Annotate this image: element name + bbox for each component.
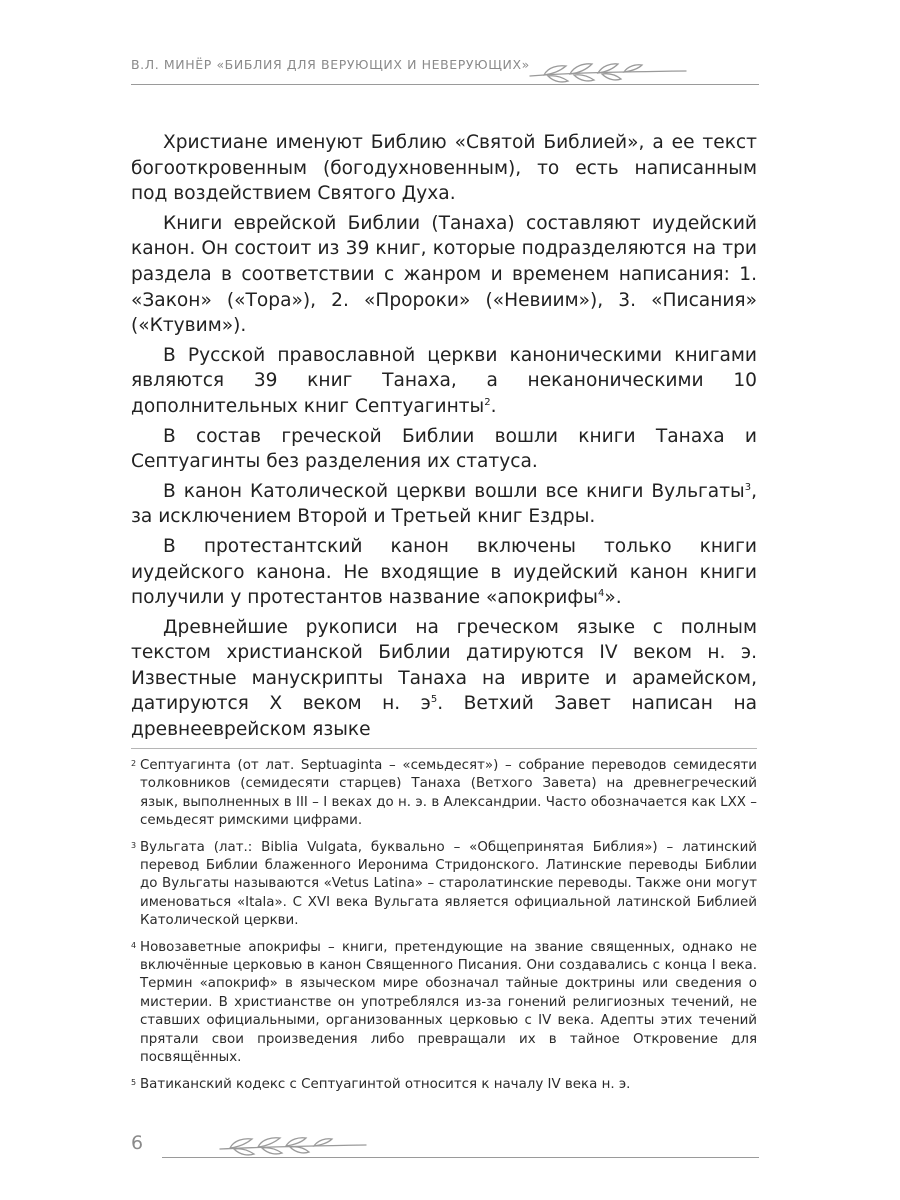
paragraph-text: ». (604, 587, 622, 609)
olive-branch-icon (218, 1133, 368, 1163)
footnote-number: 3 (131, 840, 137, 850)
page-number: 6 (131, 1132, 144, 1154)
page-header (0, 0, 900, 100)
footnote-ref[interactable]: 2 (484, 396, 491, 408)
paragraph-text: В протестантский канон включены только книги иудейского канона. Не входящие в иудейский канон книги получили у протестантов название «апокрифы (131, 535, 757, 609)
footnotes (131, 757, 757, 1102)
footnote (131, 939, 757, 1068)
paragraph (131, 211, 757, 339)
paragraph-text: Древнейшие рукописи на греческом языке с полным текстом христианской Библии датируются IV веком н. э. Известные манускрипты Танаха на иврите и арамейском, датируются X веком н. э (131, 616, 757, 715)
footnote-number: 4 (131, 940, 137, 950)
paragraph (131, 343, 757, 420)
paragraph-text: В канон Католической церкви вошли все книги Вульгаты (163, 480, 745, 502)
paragraph-text: . (490, 395, 497, 417)
footnote-separator (131, 748, 757, 749)
footnote-text: Септуагинта (от лат. Septuaginta – «семьдесят») – собрание переводов семидесяти толковников (семидесяти старцев) Танаха (Ветхого Завета) на древнегреческий язык, выполненных в III – I веках до н. э. в Александрии. Часто обозначается как LXX – семьдесят римскими цифрами. (140, 758, 757, 829)
footnote-number: 5 (131, 1077, 137, 1087)
footer-rule (162, 1157, 759, 1158)
footnote (131, 757, 757, 831)
header-rule (131, 84, 759, 85)
paragraph-text: Христиане именуют Библию «Святой Библией», а ее текст богооткровенным (богодухновенным), то есть написанным под воздействием Святого Духа. (131, 132, 757, 205)
paragraph-text: . Ветхий Завет написан на древнееврейском языке (131, 693, 757, 741)
footnote-ref[interactable]: 4 (597, 588, 605, 600)
paragraph-text: Книги еврейской Библии (Танаха) составляют иудейский канон. Он состоит из 39 книг, которые подразделяются на три раздела в соответствии с жанром и временем написания: 1. «Закон» («Тора»), 2. «Пророки» («Невиим»), 3. «Писания» («Ктувим»). (131, 212, 757, 337)
footnote-text: Вульгата (лат.: Biblia Vulgata, буквально – «Общепринятая Библия») – латинский перевод Библии блаженного Иеронима Стридонского. Латинские переводы Библии до Вульгаты называются «Vetus Latina» – старолатинские переводы. Также они могут именоваться «Itala». С XVI века Вульгата является официальной латинской Библией Католической церкви. (140, 839, 757, 929)
paragraph (131, 615, 757, 743)
paragraph (131, 424, 757, 475)
footnote-number: 2 (131, 759, 137, 768)
running-title: В.Л. МИНЁР «БИБЛИЯ ДЛЯ ВЕРУЮЩИХ И НЕВЕРУЮЩИХ» (131, 57, 530, 72)
footnote-ref[interactable]: 5 (430, 694, 438, 706)
paragraph (131, 534, 757, 611)
footnote-ref[interactable]: 3 (744, 481, 752, 493)
main-text (131, 130, 757, 747)
footnote-text: Новозаветные апокрифы – книги, претендующие на звание священных, однако не включённые церковью в канон Священного Писания. Они создавались с конца I века. Термин «апокриф» в языческом мире обозначал тайные доктрины или сведения о мистерии. В христианстве он употреблялся из-за гонений религиозных течений, не ставших официальными, организованных церковью с IV века. Адепты этих течений прятали свои произведения либо превращали их в тайное Откровение для посвящённых. (140, 939, 757, 1066)
paragraph (131, 479, 757, 530)
paragraph-text: , за исключением Второй и Третьей книг Ездры. (131, 480, 757, 528)
paragraph (131, 130, 757, 207)
paragraph-text: В Русской православной церкви каноническими книгами являются 39 книг Танаха, а неканоническими 10 дополнительных книг Септуагинты (131, 344, 757, 417)
footnote (131, 1076, 757, 1094)
footnote-text: Ватиканский кодекс с Септуагинтой относится к началу IV века н. э. (140, 1076, 631, 1092)
footnote (131, 839, 757, 931)
paragraph-text: В состав греческой Библии вошли книги Танаха и Септуагинты без разделения их статуса. (131, 425, 757, 473)
